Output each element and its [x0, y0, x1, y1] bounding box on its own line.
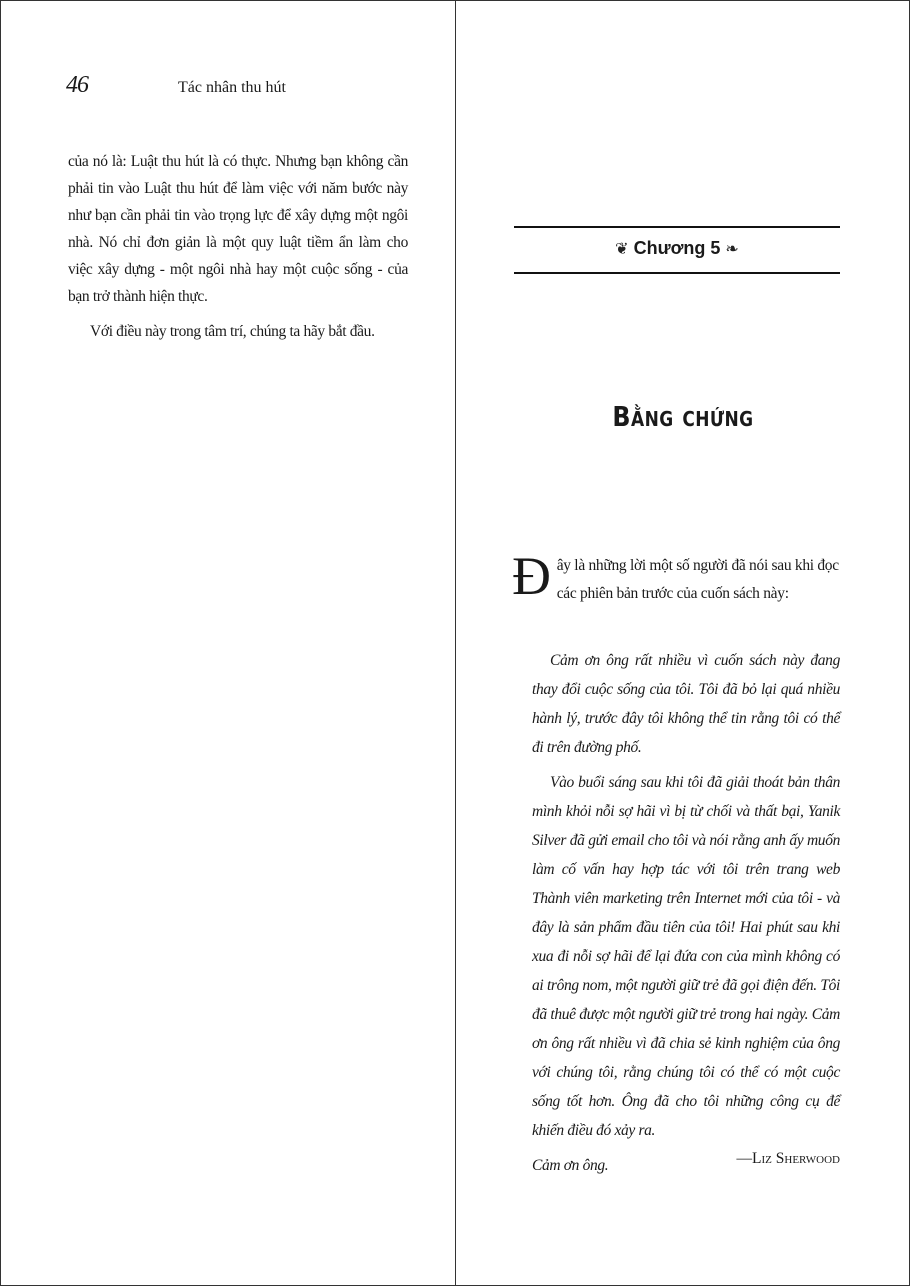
- quote-paragraph: Vào buổi sáng sau khi tôi đã giải thoát bản thân mình khỏi nỗi sợ hãi vì bị từ chối và thất bại, Yanik Silver đã gửi email cho tôi và nói rằng anh ấy muốn làm cố vấn hay hợp tác với tôi trên trang web Thành viên marketing trên Internet mới của tôi - và đây là sản phẩm đầu tiên của tôi! Hai phút sau khi xua đi nỗi sợ hãi để lại đứa con của mình không có ai trông nom, một người giữ trẻ đã gọi điện đến. Tôi đã thuê được một người giữ trẻ trong hai ngày. Cảm ơn ông rất nhiều vì đã chia sẻ kinh nghiệm của ông với chúng tôi, rằng chúng tôi có thể có một cuộc sống tốt hơn. Ông đã cho tôi những công cụ để khiến điều đó xảy ra.: [532, 774, 840, 1139]
- chapter-rule-top: [514, 226, 840, 228]
- testimonial-quote: [532, 646, 840, 1186]
- ornament-right-icon: ❧: [725, 239, 739, 258]
- drop-cap: Đ: [512, 546, 551, 606]
- page-number: 46: [66, 72, 88, 98]
- left-page-body: [68, 148, 408, 353]
- quote-attribution: —Liz Sherwood: [736, 1150, 840, 1167]
- running-header: Tác nhân thu hút: [178, 79, 286, 96]
- chapter-title: Bằng chứng: [612, 400, 754, 433]
- body-paragraph: của nó là: Luật thu hút là có thực. Nhưng bạn không cần phải tin vào Luật thu hút để làm việc với năm bước này như bạn cần phải tin vào trọng lực để xây dựng một ngôi nhà. Nó chỉ đơn giản là một quy luật tiềm ẩn làm cho việc xây dựng - một ngôi nhà hay một cuộc sống - của bạn trở thành hiện thực.: [68, 153, 408, 305]
- right-page: [456, 0, 910, 1286]
- body-paragraph: Với điều này trong tâm trí, chúng ta hãy bắt đầu.: [90, 323, 375, 340]
- ornament-left-icon: ❦: [615, 239, 629, 258]
- intro-paragraph: [512, 546, 840, 608]
- chapter-rule-bottom: [514, 272, 840, 274]
- quote-paragraph: Cảm ơn ông.: [532, 1157, 609, 1174]
- chapter-label: Chương 5: [633, 238, 721, 258]
- quote-paragraph: Cảm ơn ông rất nhiều vì cuốn sách này đang thay đổi cuộc sống của tôi. Tôi đã bỏ lại quá nhiều hành lý, trước đây tôi không thể tin rằng tôi có thể đi trên đường phố.: [532, 652, 840, 756]
- chapter-heading: [514, 238, 840, 259]
- intro-text: ây là những lời một số người đã nói sau khi đọc các phiên bản trước của cuốn sách này:: [556, 557, 839, 602]
